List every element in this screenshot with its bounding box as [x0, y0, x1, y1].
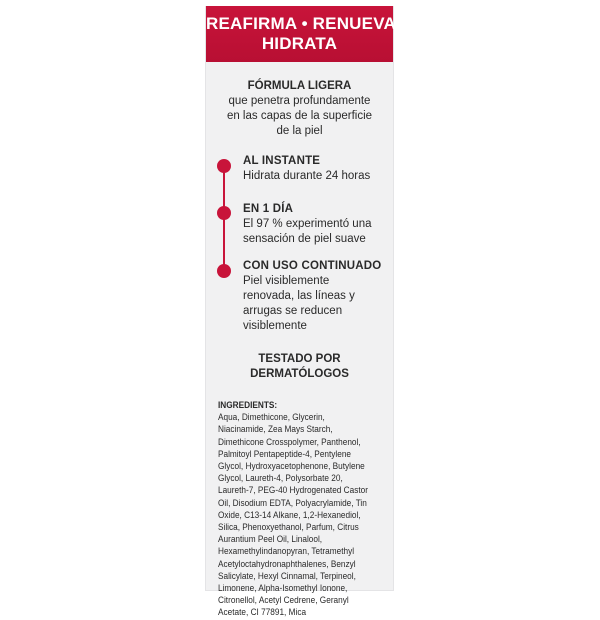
claim-text: sensación de piel suave	[243, 233, 366, 245]
claim-text: renovada, las líneas y	[243, 290, 355, 302]
timeline-dot	[217, 206, 231, 220]
formula-line: en las capas de la superficie	[226, 110, 373, 122]
claim-title: EN 1 DÍA	[243, 203, 294, 215]
claim-text: Piel visiblemente	[243, 275, 330, 287]
dermatologist-tested	[206, 352, 393, 382]
ingredients-line: Silica, Phenoxyethanol, Parfum, Citrus	[218, 522, 359, 534]
ingredients-line: Aqua, Dimethicone, Glycerin,	[218, 412, 325, 424]
claim-text: Hidrata durante 24 horas	[243, 170, 371, 182]
claim-text: visiblemente	[243, 320, 307, 332]
formula-line: de la piel	[276, 125, 323, 137]
ingredients-title: INGREDIENTS:	[218, 400, 278, 411]
formula-line: que penetra profundamente	[228, 95, 371, 107]
ingredients-line: Glycol, Laureth-4, Polysorbate 20,	[218, 473, 343, 485]
ingredients-line: Acetate, CI 77891, Mica	[218, 607, 307, 619]
claim-title: CON USO CONTINUADO	[243, 260, 382, 272]
banner-line-1: REAFIRMA • RENUEVA	[206, 14, 396, 33]
claim-one-day	[243, 202, 391, 247]
tested-line-2: DERMATÓLOGOS	[250, 368, 349, 380]
timeline-dot	[217, 159, 231, 173]
claims-banner	[206, 6, 396, 62]
product-box-side-panel	[205, 6, 396, 619]
claim-continued-use	[243, 259, 391, 334]
ingredients-line: Glycol, Hydroxyacetophenone, Butylene	[218, 461, 365, 473]
timeline-dot	[217, 264, 231, 278]
ingredients-line: Niacinamide, Zea Mays Starch,	[218, 424, 333, 436]
ingredients-line: Salicylate, Hexyl Cinnamal, Terpineol,	[218, 570, 356, 582]
ingredients-line: Hexamethylindanopyran, Tetramethyl	[218, 546, 355, 558]
ingredients-line: Palmitoyl Pentapeptide-4, Pentylene	[218, 448, 352, 460]
formula-title: FÓRMULA LIGERA	[247, 80, 352, 92]
ingredients-list	[218, 400, 381, 620]
ingredients-line: Oxide, C13-14 Alkane, 1,2-Hexanediol,	[218, 509, 361, 521]
ingredients-line: Acetyloctahydronaphthalenes, Benzyl	[218, 558, 356, 570]
tested-line-1: TESTADO POR	[258, 353, 341, 365]
claim-text: El 97 % experimentó una	[243, 218, 372, 230]
ingredients-line: Oil, Disodium EDTA, Polyacrylamide, Tin	[218, 497, 367, 509]
claim-instant	[243, 154, 391, 184]
formula-description	[206, 79, 393, 139]
ingredients-line: Laureth-7, PEG-40 Hydrogenated Castor	[218, 485, 368, 497]
claim-title: AL INSTANTE	[243, 155, 321, 167]
ingredients-line: Citronellol, Acetyl Cedrene, Geranyl	[218, 595, 349, 607]
claim-text: arrugas se reducen	[243, 305, 343, 317]
banner-line-2: HIDRATA	[261, 34, 338, 53]
ingredients-line: Aurantium Peel Oil, Linalool,	[218, 534, 323, 546]
ingredients-line: Dimethicone Crosspolymer, Panthenol,	[218, 436, 361, 448]
ingredients-line: Limonene, Alpha-Isomethyl Ionone,	[218, 583, 348, 595]
